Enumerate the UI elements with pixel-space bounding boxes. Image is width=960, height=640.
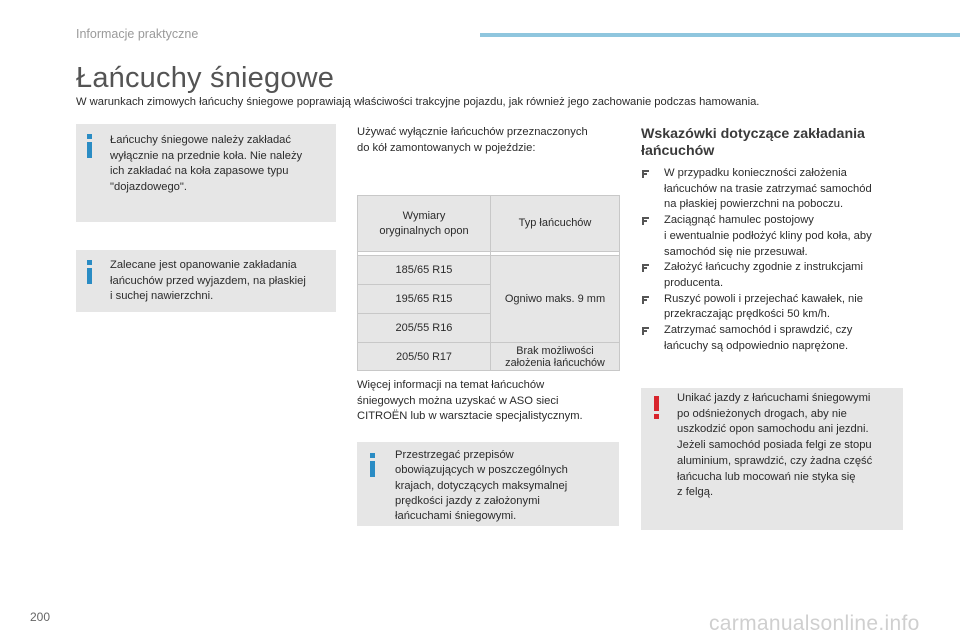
table-cell-size: 195/65 R15 — [358, 285, 491, 314]
tire-chains-table — [357, 195, 620, 371]
note-practice-text: Zalecane jest opanowanie zakładania łańcuchów przed wyjazdem, na płaskiej i suchej nawierzchni. — [110, 259, 306, 303]
intro-text: W warunkach zimowych łańcuchy śniegowe poprawiają właściwości trakcyjne pojazdu, jak również jego zachowanie podczas hamowania. — [76, 96, 760, 108]
instructions-heading: Wskazówki dotyczące zakładania łańcuchów — [641, 126, 865, 159]
list-item-text: Ruszyć powoli i przejechać kawałek, nie przekraczając prędkości 50 km/h. — [664, 292, 863, 321]
table-cell-size: 205/55 R16 — [358, 314, 491, 343]
warning-box — [641, 388, 903, 530]
note-practice — [76, 250, 336, 312]
list-item-text: Zaciągnąć hamulec postojowy i ewentualnie podłożyć kliny pod koła, aby samochód się nie przesuwał. — [664, 214, 872, 258]
watermark: carmanualsonline.info — [709, 612, 920, 635]
list-item — [641, 292, 906, 323]
chains-usage-text: Używać wyłącznie łańcuchów przeznaczonych do kół zamontowanych w pojeździe: — [357, 126, 588, 154]
instructions-list — [641, 166, 906, 354]
bullet-icon — [642, 327, 650, 335]
table-cell-type-group: Ogniwo maks. 9 mm — [491, 256, 620, 343]
table-header-size: Wymiary oryginalnych opon — [358, 196, 491, 252]
warning-text: Unikać jazdy z łańcuchami śniegowymi po odśnieżonych drogach, aby nie uszkodzić opon samochodu ani jezdni. Jeżeli samochód posiada felgi ze stopu aluminium, sprawdzić, czy żadna część łańcucha lub mocowań nie styka się z felgą. — [677, 392, 873, 499]
list-item — [641, 323, 906, 354]
list-item — [641, 213, 906, 260]
list-item-text: Zatrzymać samochód i sprawdzić, czy łańcuchy są odpowiednio naprężone. — [664, 324, 853, 352]
section-label: Informacje praktyczne — [76, 27, 199, 41]
bullet-icon — [642, 264, 650, 272]
warning-icon — [653, 396, 660, 420]
bullet-icon — [642, 296, 650, 304]
table-cell-size: 205/50 R17 — [358, 343, 491, 371]
header-accent-bar — [480, 33, 960, 37]
table-cell-type: Brak możliwości założenia łańcuchów — [491, 343, 620, 371]
page-title: Łańcuchy śniegowe — [76, 62, 335, 94]
note-front-wheels-text: Łańcuchy śniegowe należy zakładać wyłącznie na przednie koła. Nie należy ich zakładać na koła zapasowe typu "dojazdowego". — [110, 134, 303, 194]
page-number: 200 — [30, 610, 51, 624]
list-item — [641, 260, 906, 291]
list-item-text: W przypadku konieczności założenia łańcuchów na trasie zatrzymać samochód na płaskiej powierzchni na poboczu. — [664, 167, 872, 211]
more-info-text: Więcej informacji na temat łańcuchów śniegowych można uzyskać w ASO sieci CITROËN lub w warsztacie specjalistycznym. — [357, 379, 583, 423]
table-header-type: Typ łańcuchów — [491, 196, 620, 252]
info-icon — [369, 453, 376, 477]
list-item — [641, 166, 906, 213]
table-cell-size: 185/65 R15 — [358, 256, 491, 285]
info-icon — [86, 134, 93, 158]
note-regulations-text: Przestrzegać przepisów obowiązujących w poszczególnych krajach, dotyczących maksymalnej prędkości jazdy z założonymi łańcuchami śniegowymi. — [395, 449, 568, 523]
bullet-icon — [642, 217, 650, 225]
list-item-text: Założyć łańcuchy zgodnie z instrukcjami producenta. — [664, 261, 863, 289]
info-icon — [86, 260, 93, 284]
note-regulations — [357, 442, 619, 526]
note-front-wheels — [76, 124, 336, 222]
bullet-icon — [642, 170, 650, 178]
